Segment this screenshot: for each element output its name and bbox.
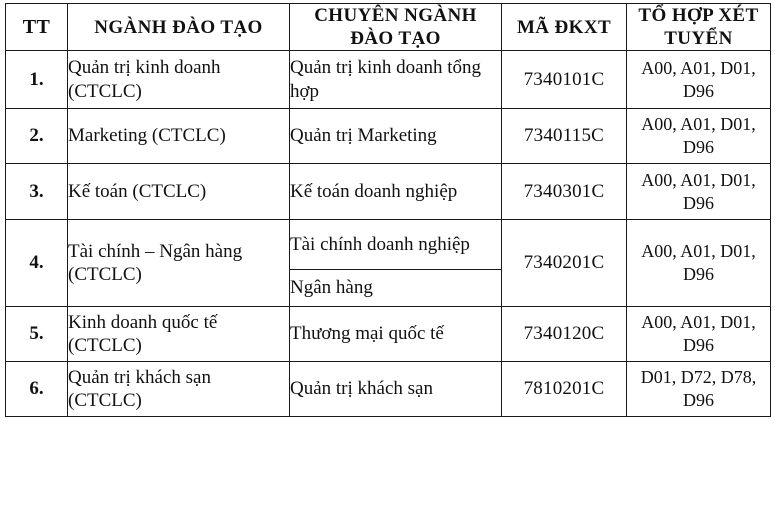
row-major: Quản trị khách sạn (CTCLC) [68,362,290,417]
column-header-ma-dkxt: MÃ ĐKXT [502,4,627,51]
table-body [6,51,771,417]
row-major: Tài chính – Ngân hàng (CTCLC) [68,220,290,307]
row-specialization: Quản trị kinh doanh tổng hợp [290,51,502,109]
row-subject-combos: A00, A01, D01, D96 [627,307,771,362]
table-row [6,164,771,220]
admissions-table [5,3,771,417]
row-major: Quản trị kinh doanh (CTCLC) [68,51,290,109]
row-specialization: Thương mại quốc tế [290,307,502,362]
row-index: 1. [6,51,68,109]
table-header [6,4,771,51]
table-row [6,109,771,164]
row-specialization-secondary: Ngân hàng [290,270,502,307]
row-subject-combos: D01, D72, D78, D96 [627,362,771,417]
row-specialization: Quản trị khách sạn [290,362,502,417]
row-code: 7340101C [502,51,627,109]
row-major: Marketing (CTCLC) [68,109,290,164]
row-specialization: Quản trị Marketing [290,109,502,164]
row-subject-combos: A00, A01, D01, D96 [627,109,771,164]
column-header-nganh: NGÀNH ĐÀO TẠO [68,4,290,51]
table-header-row [6,4,771,51]
row-major: Kinh doanh quốc tế (CTCLC) [68,307,290,362]
row-code: 7340201C [502,220,627,307]
row-code: 7340120C [502,307,627,362]
table-row [6,51,771,109]
column-header-to-hop: TỔ HỢP XÉT TUYỂN [627,4,771,51]
row-code: 7810201C [502,362,627,417]
row-index: 5. [6,307,68,362]
row-code: 7340301C [502,164,627,220]
table-row [6,307,771,362]
column-header-tt: TT [6,4,68,51]
row-index: 6. [6,362,68,417]
row-subject-combos: A00, A01, D01, D96 [627,164,771,220]
row-specialization: Tài chính doanh nghiệp [290,220,502,270]
row-subject-combos: A00, A01, D01, D96 [627,220,771,307]
row-index: 2. [6,109,68,164]
row-subject-combos: A00, A01, D01, D96 [627,51,771,109]
row-specialization: Kế toán doanh nghiệp [290,164,502,220]
row-code: 7340115C [502,109,627,164]
table-row [6,220,771,270]
table-row [6,362,771,417]
row-index: 3. [6,164,68,220]
row-major: Kế toán (CTCLC) [68,164,290,220]
column-header-chuyen-nganh: CHUYÊN NGÀNH ĐÀO TẠO [290,4,502,51]
row-index: 4. [6,220,68,307]
